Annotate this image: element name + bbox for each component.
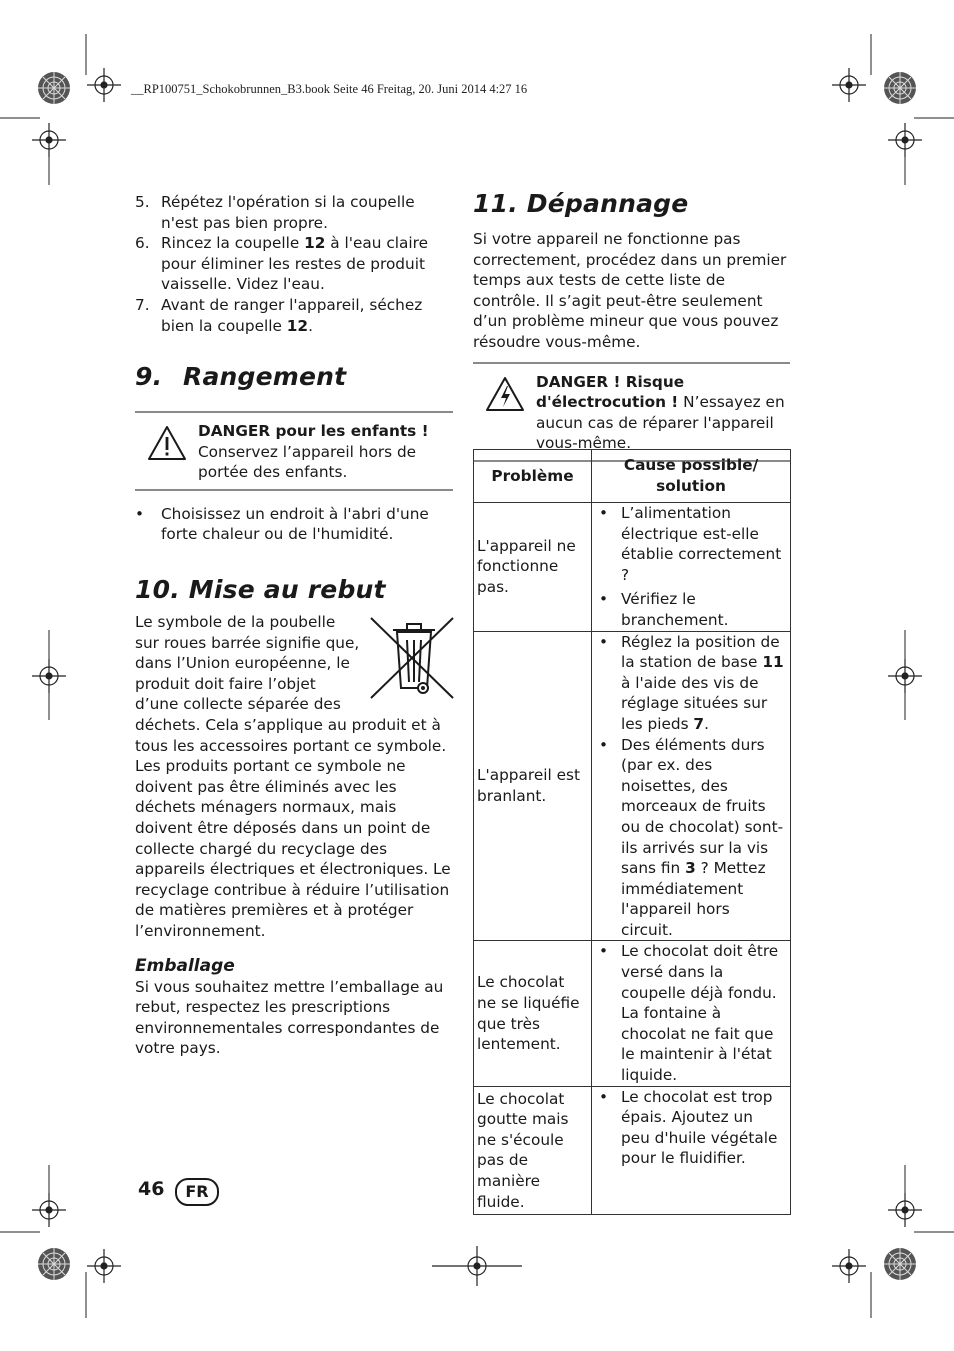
section-depannage — [473, 189, 790, 462]
troubleshooting-table — [473, 449, 791, 1215]
page-number: 46 — [138, 1178, 165, 1200]
solution-cell — [592, 941, 791, 1086]
table-row — [474, 941, 791, 1086]
disposal-text: Le symbole de la poubelle sur roues barrée signifie que, dans l’Union européenne, le produit doit faire l’objet d’une collecte séparée des déchets. Cela s’applique au produit et à tous les accessoires portant ce symbole. Les produits portant ce symbole ne doivent pas être éliminés avec les déchets ménagers normaux, mais doivent être déposés dans un point de collecte chargé du recyclage des appareils électriques et électroniques. Le recyclage contribue à réduire l’utilisation de matières premières et à protéger l’environnement. — [135, 613, 451, 940]
file-info: __RP100751_Schokobrunnen_B3.book Seite 46 Freitag, 20. Juni 2014 4:27 16 — [131, 82, 528, 96]
table-header-row — [474, 450, 791, 503]
warning-text: Conservez l’appareil hors de portée des enfants. — [198, 442, 417, 482]
problem-cell: Le chocolat goutte mais ne s'écoule pas de manière fluide. — [474, 1086, 592, 1215]
warning-title: DANGER ! Risque d'électrocution ! — [536, 372, 685, 412]
warning-box — [473, 362, 790, 462]
list-item: • Des éléments durs (par ex. des noisettes, des morceaux de fruits ou de chocolat) sont-ils arrivés sur la vis sans fin 3 ? Mettez immédiatement l'appareil hors circuit. — [599, 735, 784, 939]
list-item: 5. Répétez l'opération si la coupelle n'est pas bien propre. — [135, 193, 415, 232]
warning-title: DANGER pour les enfants ! — [198, 422, 429, 440]
list-item: • L’alimentation électrique est-elle établie correctement ? — [599, 504, 782, 584]
section-heading: 10. Mise au rebut — [135, 575, 386, 604]
left-column — [135, 192, 453, 336]
section-mise-au-rebut — [135, 575, 453, 1059]
warning-triangle-icon — [135, 421, 198, 461]
packaging-text: Si vous souhaitez mettre l’emballage au rebut, respectez les prescriptions environnementales correspondantes de votre pays. — [135, 977, 444, 1058]
column-header: Cause possible/ solution — [592, 450, 791, 503]
crossed-bin-icon — [367, 614, 459, 702]
list-item: 6. Rincez la coupelle 12 à l'eau claire pour éliminer les restes de produit vaisselle. Videz l'eau. — [135, 234, 428, 294]
column-header: Problème — [474, 450, 592, 503]
subsection-heading: Emballage — [135, 955, 235, 976]
solution-cell — [592, 503, 791, 632]
table-row — [474, 1086, 791, 1215]
language-badge: FR — [175, 1178, 219, 1206]
problem-cell: L'appareil ne fonctionne pas. — [474, 503, 592, 632]
problem-cell: Le chocolat ne se liquéfie que très lentement. — [474, 941, 592, 1086]
warning-box — [135, 411, 453, 491]
solution-cell — [592, 1086, 791, 1215]
list-item: 7. Avant de ranger l'appareil, séchez bien la coupelle 12. — [135, 295, 423, 335]
electric-hazard-icon — [473, 372, 536, 412]
problem-cell: L'appareil est branlant. — [474, 631, 592, 941]
table-row — [474, 631, 791, 941]
table-row — [474, 503, 791, 632]
section-heading: 9. Rangement — [135, 362, 347, 391]
list-item: • Le chocolat doit être versé dans la coupelle déjà fondu. La fontaine à chocolat ne fait que le maintenir à l'état liquide. — [599, 942, 779, 1085]
list-item: • Vérifiez le branchement. — [599, 590, 729, 629]
section-rangement — [135, 362, 453, 545]
list-item: • Le chocolat est trop épais. Ajoutez un peu d'huile végétale pour le fluidifier. — [599, 1087, 778, 1168]
list-item: • Choisissez un endroit à l'abri d'une forte chaleur ou de l'humidité. — [135, 504, 429, 544]
section-heading: 11. Dépannage — [473, 189, 689, 218]
warning-text: N’essayez en aucun cas de réparer l'appareil vous-même. — [536, 393, 785, 453]
solution-cell — [592, 631, 791, 941]
intro-text: Si votre appareil ne fonctionne pas correctement, procédez dans un premier temps aux tests de cette liste de contrôle. Il s’agit peut-être seulement d’un problème mineur que vous pouvez résoudre vous-même. — [473, 230, 787, 351]
cleaning-steps — [135, 192, 453, 336]
list-item: • Réglez la position de la station de base 11 à l'aide des vis de réglage situées sur les pieds 7. — [599, 632, 784, 733]
